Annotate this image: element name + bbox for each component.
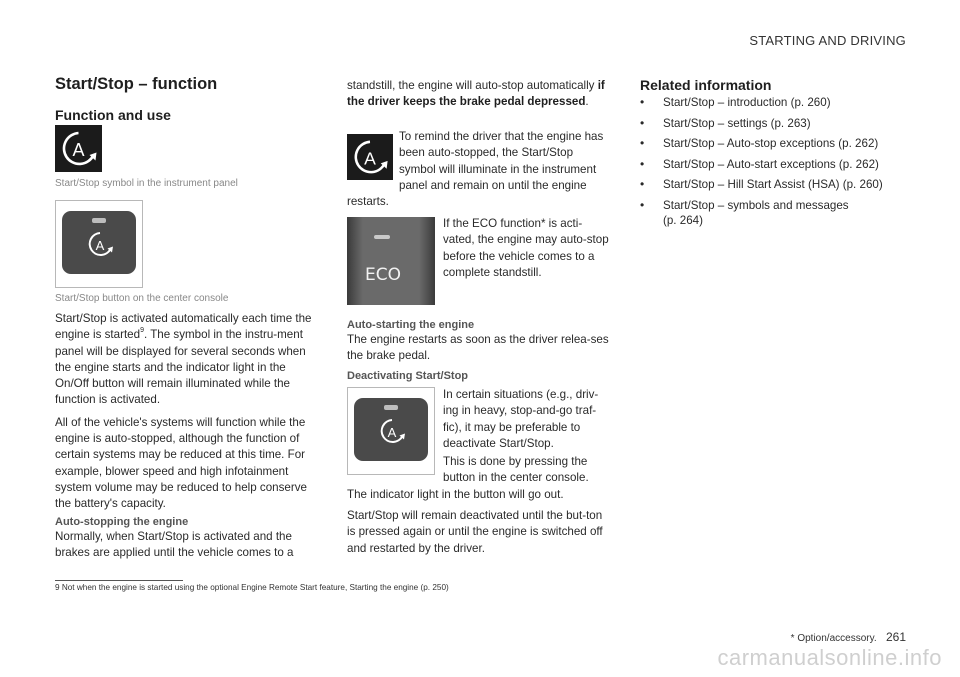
paragraph-deactivate-duration: Start/Stop will remain deactivated until the but-ton is pressed again or until the engine is switched off and restarted by the driver.	[347, 509, 603, 555]
related-information-heading: Related information	[640, 77, 772, 93]
deactivate-heading: Deactivating Start/Stop	[347, 370, 469, 382]
svg-text:A: A	[72, 140, 85, 160]
paragraph-activation: Start/Stop is activated automatically each time the engine is started$^9$. The symbol in the instru-ment panel will be displayed for several seconds when the engine starts and the indicator light in the On/Off button will remain illuminated while the function is activated.	[55, 312, 312, 407]
console-button-body	[62, 211, 136, 274]
symbol-caption: Start/Stop symbol in the instrument panel	[55, 178, 238, 189]
paragraph-auto-stop: Normally, when Start/Stop is activated and the brakes are applied until the vehicle comes to a	[55, 530, 294, 560]
page-title: Start/Stop – function	[55, 75, 218, 93]
section-header: STARTING AND DRIVING	[749, 33, 906, 48]
auto-start-heading: Auto-starting the engine	[347, 319, 475, 331]
svg-text:A: A	[95, 238, 105, 253]
related-link-symbols-messages[interactable]: • Start/Stop – symbols and messages (p. 264)	[640, 198, 863, 229]
footnote	[55, 583, 449, 592]
indicator-light	[92, 218, 106, 223]
paragraph-reminder: To remind the driver that the engine has been auto-stopped, the Start/Stop symbol will illuminate in the instrument panel and remain on until the engine restarts.	[347, 130, 604, 209]
button-caption: Start/Stop button on the center console	[55, 293, 229, 304]
related-links-list	[640, 95, 910, 234]
footnote-ref: 9	[140, 327, 144, 335]
watermark: carmanualsonline.info	[717, 645, 942, 670]
eco-button-image	[347, 217, 435, 305]
auto-start-stop-icon	[85, 229, 115, 259]
eco-label: ECO	[365, 265, 401, 285]
option-accessory-note: * Option/accessory.	[790, 633, 877, 644]
start-stop-button-image	[55, 200, 143, 288]
paragraph-auto-start: The engine restarts as soon as the driver relea-ses the brake pedal.	[347, 333, 609, 363]
related-link-introduction[interactable]: • Start/Stop – introduction (p. 260)	[640, 95, 910, 111]
related-link-hill-start-assist[interactable]: • Start/Stop – Hill Start Assist (HSA) (p. 260)	[640, 177, 910, 193]
console-button-body	[354, 398, 428, 461]
emphasis-brake-pedal: if the driver keeps the brake pedal depressed	[347, 79, 605, 109]
auto-stop-heading: Auto-stopping the engine	[55, 516, 189, 528]
paragraph-deactivate-situations: In certain situations (e.g., driv-ing in heavy, stop-and-go traf-fic), it may be preferable to deactivate Start/Stop.	[443, 388, 599, 450]
footnote-number: 9	[55, 583, 60, 592]
page-number: 261	[885, 630, 906, 644]
related-link-auto-stop-exceptions[interactable]: • Start/Stop – Auto-stop exceptions (p. 262)	[640, 136, 910, 152]
auto-start-stop-icon	[55, 125, 102, 172]
indicator-light	[384, 405, 398, 410]
footnote-text: Not when the engine is started using the optional Engine Remote Start feature, Starting the engine (p. 250)	[61, 583, 449, 592]
function-and-use-heading: Function and use	[55, 107, 171, 123]
page-footer	[791, 630, 906, 644]
paragraph-systems: All of the vehicle's systems will function while the engine is auto-stopped, although the function of certain systems may be reduced at this time. For example, blower speed and high infotainment system volume may be reduced to help conserve the battery's capacity.	[55, 415, 307, 511]
auto-start-stop-icon	[377, 416, 407, 446]
svg-text:A: A	[387, 425, 397, 440]
start-stop-symbol-image	[55, 125, 102, 172]
eco-indicator-light	[374, 235, 390, 239]
paragraph-deactivate-how: This is done by pressing the button in the center console. The indicator light in the button will go out.	[347, 455, 589, 501]
related-link-settings[interactable]: • Start/Stop – settings (p. 263)	[640, 116, 910, 132]
related-link-auto-start-exceptions[interactable]: • Start/Stop – Auto-start exceptions (p. 262)	[640, 157, 910, 173]
svg-text:A: A	[364, 148, 376, 169]
paragraph-eco: If the ECO function* is acti-vated, the engine may auto-stop before the vehicle comes to a complete standstill.	[443, 217, 609, 279]
paragraph-standstill: standstill, the engine will auto-stop automatically if the driver keeps the brake pedal depressed.	[347, 79, 605, 109]
left-body-text	[55, 311, 317, 513]
footnote-divider	[55, 580, 183, 581]
